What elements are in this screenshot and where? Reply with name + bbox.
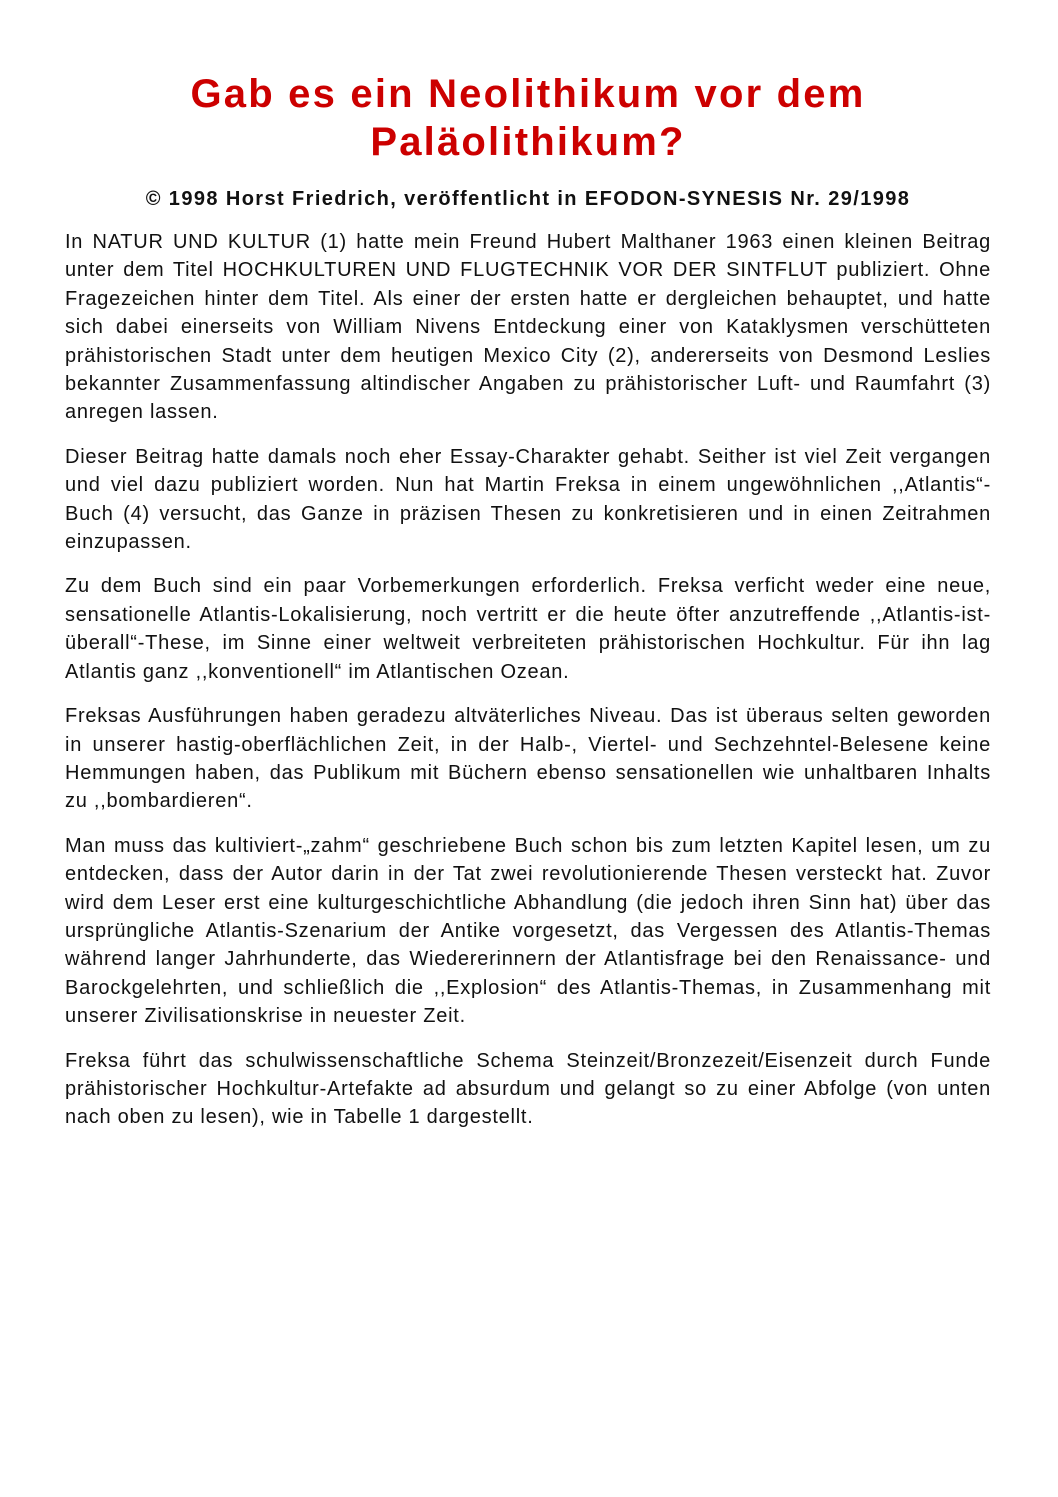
paragraph-6: Freksa führt das schulwissenschaftliche Schema Steinzeit/Bronzezeit/Eisenzeit durch Funde prähistorischer Hochkultur-Artefakte ad absurdum und gelangt so zu einer Abfolge (von unten nach oben zu lesen), wie in Tabelle 1 dargestellt. xyxy=(65,1049,991,1129)
paragraph-4: Freksas Ausführungen haben geradezu altväterliches Niveau. Das ist überaus selten geworden in unserer hastig-oberflächlichen Zeit, in der Halb-, Viertel- und Sechzehntel-Belesene keine Hemmungen haben, das Publikum mit Büchern ebenso sensationellen wie unhaltbaren Inhalts zu ,,bombardieren“. xyxy=(65,705,991,813)
article-byline: © 1998 Horst Friedrich, veröffentlicht in EFODON-SYNESIS Nr. 29/1998 xyxy=(145,188,911,210)
paragraph-3: Zu dem Buch sind ein paar Vorbemerkungen erforderlich. Freksa verficht weder eine neue, sensationelle Atlantis-Lokalisierung, noch vertritt er die heute öfter anzutreffende ,,Atlantis-ist-überall“-These, im Sinne einer weltweit verbreiteten prähistorischen Hochkultur. Für ihn lag Atlantis ganz ,,konventionell“ im Atlantischen Ozean. xyxy=(65,575,991,683)
paragraph-1: In NATUR UND KULTUR (1) hatte mein Freund Hubert Malthaner 1963 einen kleinen Beitrag unter dem Titel HOCHKULTUREN UND FLUGTECHNIK VOR DER SINTFLUT publiziert. Ohne Fragezeichen hinter dem Titel. Als einer der ersten hatte er dergleichen behauptet, und hatte sich dabei einerseits von William Nivens Entdeckung einer von Kataklysmen verschütteten prähistorischen Stadt unter dem heutigen Mexico City (2), andererseits von Desmond Leslies bekannter Zusammenfassung altindischer Angaben zu prähistorischer Luft- und Raumfahrt (3) anregen lassen. xyxy=(65,231,991,424)
paragraph-5: Man muss das kultiviert-„zahm“ geschriebene Buch schon bis zum letzten Kapitel lesen, um zu entdecken, dass der Autor darin in der Tat zwei revolutionierende Thesen versteckt hat. Zuvor wird dem Leser erst eine kulturgeschichtliche Abhandlung (die jedoch ihren Sinn hat) über das ursprüngliche Atlantis-Szenarium der Antike vorgesetzt, das Vergessen des Atlantis-Themas während langer Jahrhunderte, das Wiedererinnern der Atlantisfrage bei den Renaissance- und Barockgelehrten, und schließlich die ,,Explosion“ des Atlantis-Themas, in Zusammenhang mit unserer Zivilisationskrise in neuester Zeit. xyxy=(65,834,991,1028)
document-page xyxy=(65,70,991,1132)
paragraph-2: Dieser Beitrag hatte damals noch eher Essay-Charakter gehabt. Seither ist viel Zeit vergangen und viel dazu publiziert worden. Nun hat Martin Freksa in einem ungewöhnlichen ,,Atlantis“-Buch (4) versucht, das Ganze in präzisen Thesen zu konkretisieren und in einen Zeitrahmen einzupassen. xyxy=(65,445,991,554)
article-title: Gab es ein Neolithikum vor dem Paläolithikum? xyxy=(190,72,866,164)
